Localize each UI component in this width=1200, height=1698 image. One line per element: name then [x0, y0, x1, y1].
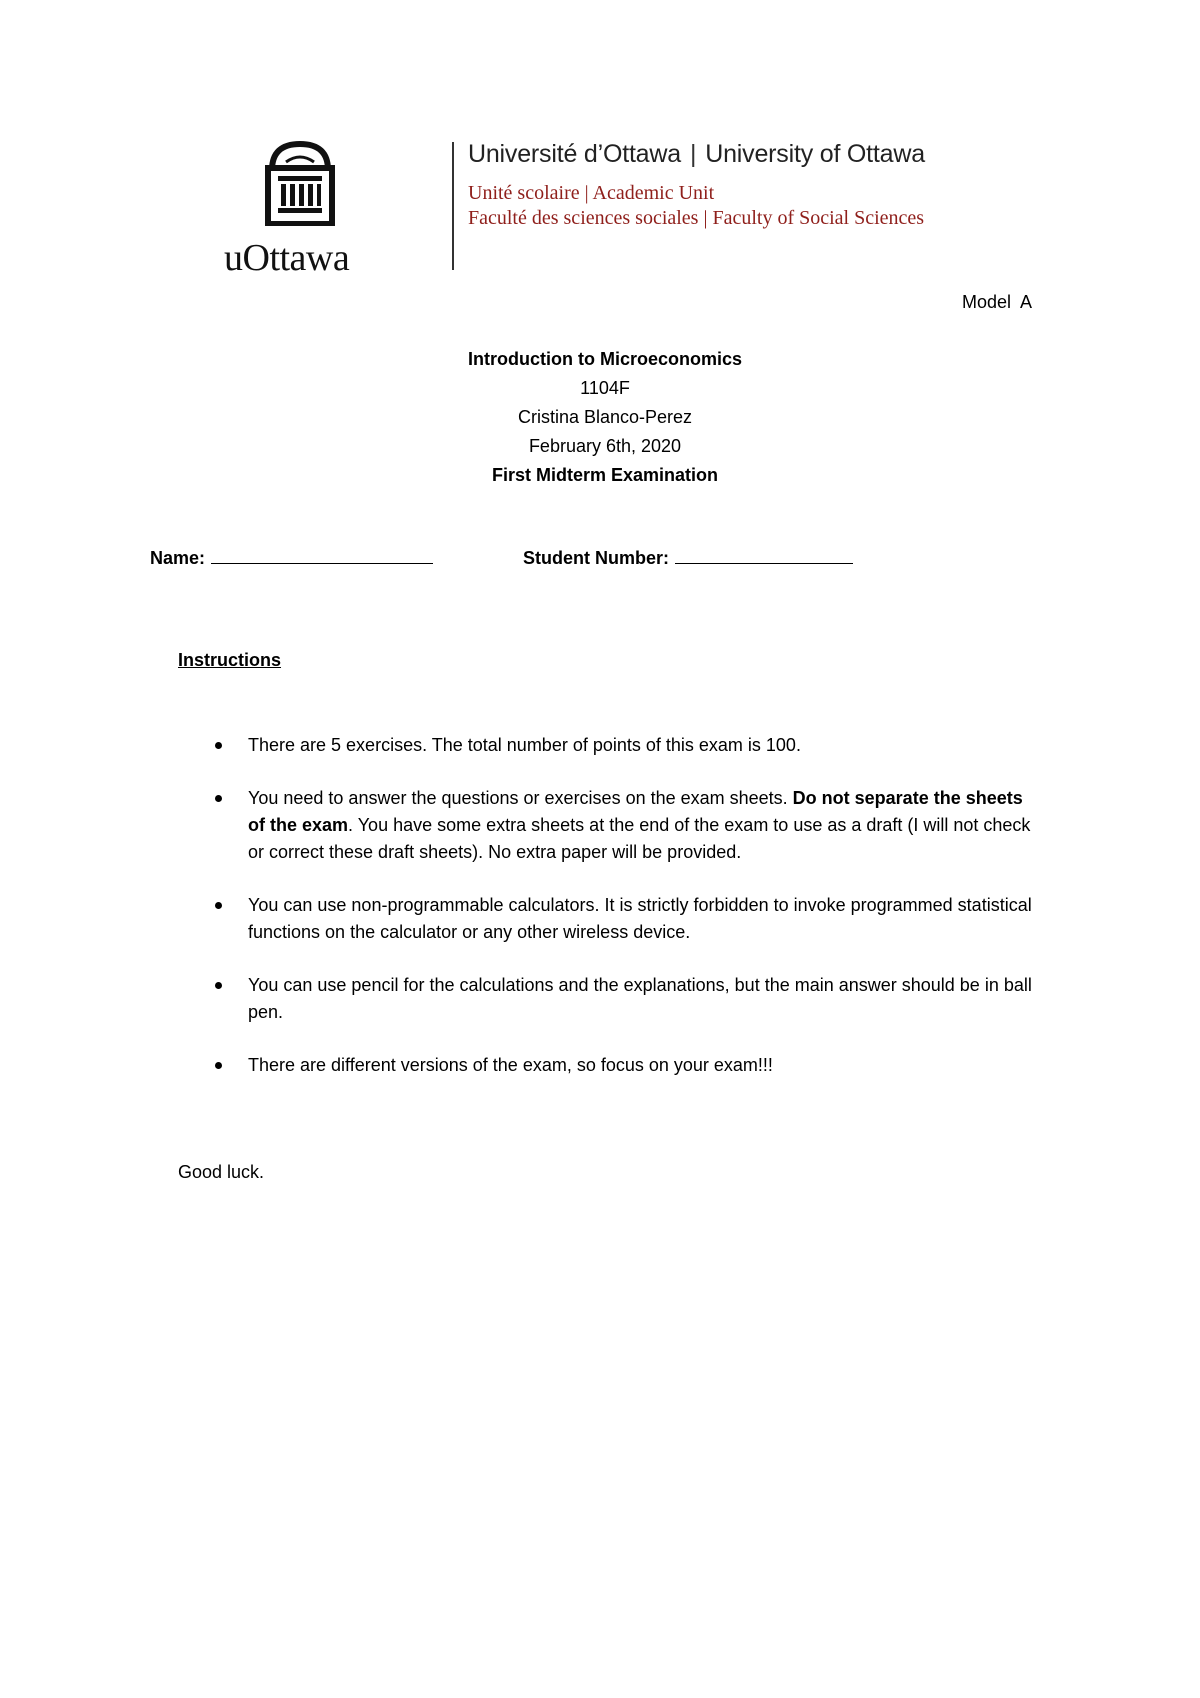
instruction-item — [215, 732, 1035, 759]
course-title: Introduction to Microeconomics — [467, 349, 742, 369]
faculty-line: Faculté des sciences sociales | Faculty of Social Sciences — [468, 207, 925, 229]
instructor-name: Cristina Blanco-Perez — [517, 407, 693, 427]
academic-unit-line: Unité scolaire | Academic Unit — [468, 182, 715, 204]
bullet-icon — [215, 1062, 222, 1069]
bullet-icon — [215, 982, 222, 989]
instruction-text: You can use pencil for the calculations and the explanations, but the main answer should be in ball pen. — [248, 975, 1032, 1022]
instruction-item — [215, 972, 1035, 1026]
title-block — [0, 345, 1200, 490]
instructions-heading: Instructions — [178, 650, 282, 670]
university-building-icon — [262, 140, 338, 226]
letterhead — [220, 140, 980, 279]
name-field — [150, 545, 433, 569]
name-blank-line[interactable] — [211, 545, 433, 564]
instruction-item — [215, 892, 1035, 946]
instruction-text: You need to answer the questions or exercises on the exam sheets. — [248, 788, 793, 808]
student-number-label: Student Number: — [523, 548, 669, 568]
student-number-field — [523, 545, 853, 569]
exam-date: February 6th, 2020 — [528, 436, 682, 456]
bullet-icon — [215, 902, 222, 909]
bullet-icon — [215, 742, 222, 749]
instruction-item — [215, 1052, 1035, 1079]
instruction-emphasis: Do not separate the sheets of the exam — [248, 788, 1023, 835]
instruction-text: You can use non-programmable calculators. It is strictly forbidden to invoke programmed statistical functions on the calculator or any other wireless device. — [248, 895, 1032, 942]
instruction-item — [215, 785, 1035, 866]
exam-model: Model A — [961, 292, 1032, 312]
bullet-icon — [215, 795, 222, 802]
student-number-blank-line[interactable] — [675, 545, 853, 564]
logo-wordmark: uOttawa — [224, 237, 350, 279]
instruction-text: There are 5 exercises. The total number of points of this exam is 100. — [248, 735, 801, 755]
university-name-fr: Université d’Ottawa — [468, 140, 681, 168]
letterhead-divider — [452, 142, 454, 270]
university-names — [468, 140, 988, 169]
closing-note: Good luck. — [178, 1162, 265, 1182]
exam-name: First Midterm Examination — [491, 465, 719, 485]
name-label: Name: — [150, 548, 206, 568]
uottawa-logo — [220, 140, 380, 279]
university-name-en: University of Ottawa — [705, 140, 925, 168]
instructions-list — [215, 732, 1035, 1105]
course-code: 1104F — [580, 378, 630, 398]
instruction-text: There are different versions of the exam, so focus on your exam!!! — [248, 1055, 773, 1075]
letterhead-text — [468, 140, 988, 231]
name-separator: | — [689, 140, 697, 168]
instruction-text-cont: . You have some extra sheets at the end of the exam to use as a draft (I will not check or correct these draft sheets). No extra paper will be provided. — [248, 815, 1031, 862]
